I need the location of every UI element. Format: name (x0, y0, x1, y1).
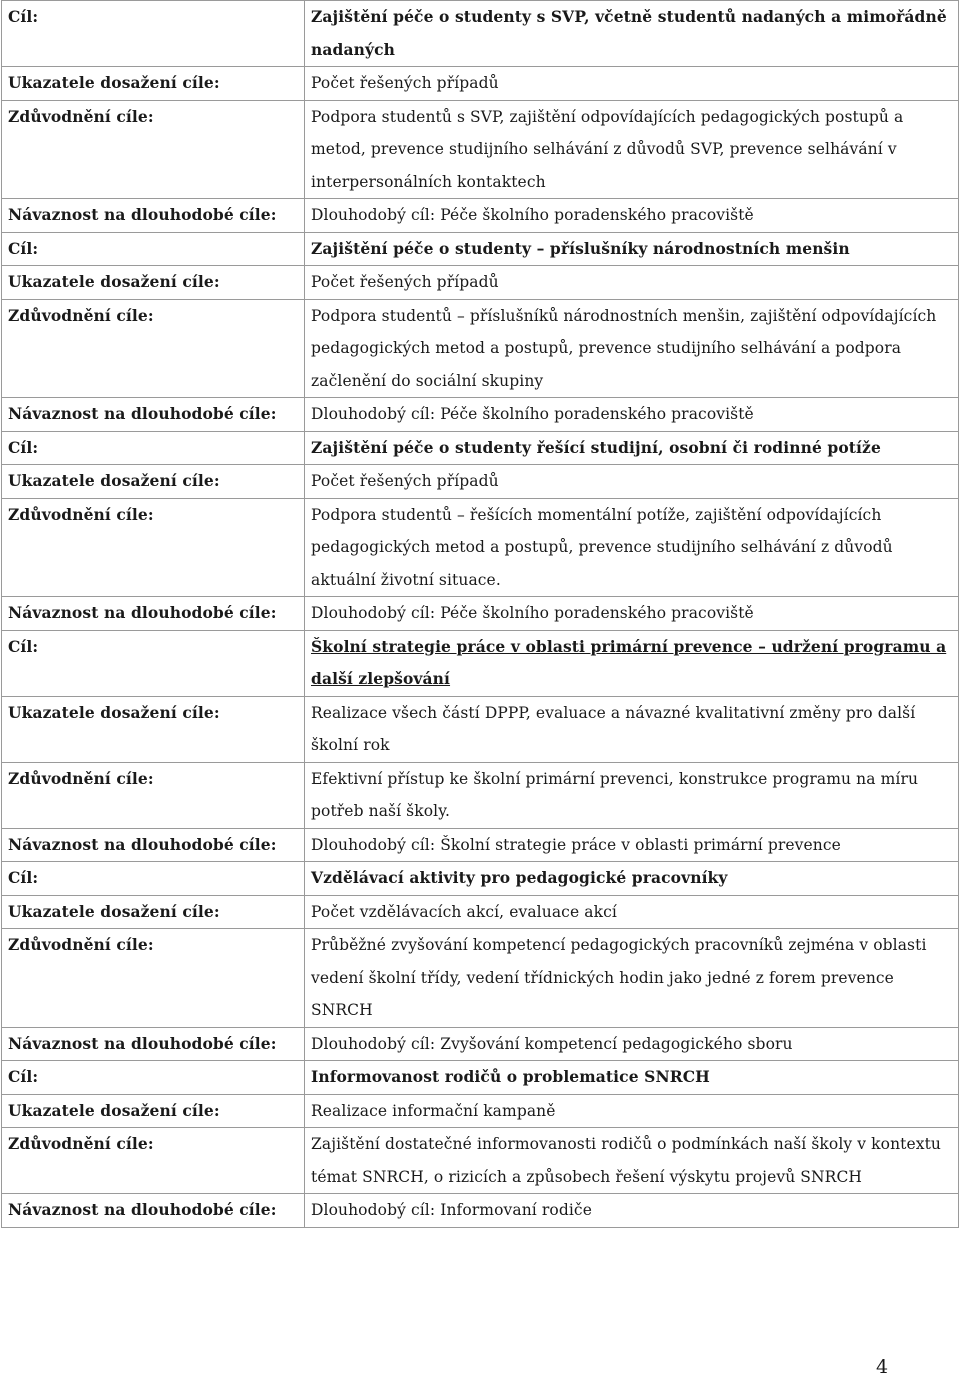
link-row (2, 398, 959, 432)
goal-label: Cíl: (2, 1, 305, 67)
justification-value: Podpora studentů s SVP, zajištění odpovídajících pedagogických postupů a metod, prevence studijního selhávání z důvodů SVP, prevence selhávání v interpersonálních kontaktech (305, 100, 959, 199)
justification-label: Zdůvodnění cíle: (2, 100, 305, 199)
indicator-label: Ukazatele dosažení cíle: (2, 895, 305, 929)
goal-row (2, 1061, 959, 1095)
indicator-label: Ukazatele dosažení cíle: (2, 67, 305, 101)
goal-row (2, 1, 959, 67)
link-value: Dlouhodobý cíl: Péče školního poradenského pracoviště (305, 597, 959, 631)
indicator-row (2, 895, 959, 929)
goal-label: Cíl: (2, 862, 305, 896)
indicator-row (2, 266, 959, 300)
indicator-value: Počet řešených případů (305, 266, 959, 300)
link-value: Dlouhodobý cíl: Informovaní rodiče (305, 1194, 959, 1228)
link-value: Dlouhodobý cíl: Školní strategie práce v oblasti primární prevence (305, 828, 959, 862)
link-row (2, 597, 959, 631)
goals-table-body (2, 1, 959, 1228)
link-row (2, 1194, 959, 1228)
link-label: Návaznost na dlouhodobé cíle: (2, 1194, 305, 1228)
page-number: 4 (876, 1356, 889, 1378)
goal-row (2, 630, 959, 696)
indicator-row (2, 465, 959, 499)
justification-label: Zdůvodnění cíle: (2, 498, 305, 597)
goals-table (1, 0, 959, 1228)
justification-value: Zajištění dostatečné informovanosti rodičů o podmínkách naší školy v kontextu témat SNRCH, o rizicích a způsobech řešení výskytu projevů SNRCH (305, 1128, 959, 1194)
link-label: Návaznost na dlouhodobé cíle: (2, 1027, 305, 1061)
justification-label: Zdůvodnění cíle: (2, 929, 305, 1028)
goal-title: Školní strategie práce v oblasti primární prevence – udržení programu a další zlepšování (305, 630, 959, 696)
goal-row (2, 232, 959, 266)
goal-title: Vzdělávací aktivity pro pedagogické pracovníky (305, 862, 959, 896)
indicator-value: Realizace všech částí DPPP, evaluace a návazné kvalitativní změny pro další školní rok (305, 696, 959, 762)
indicator-value: Počet řešených případů (305, 67, 959, 101)
indicator-label: Ukazatele dosažení cíle: (2, 465, 305, 499)
indicator-value: Počet vzdělávacích akcí, evaluace akcí (305, 895, 959, 929)
goal-row (2, 862, 959, 896)
link-label: Návaznost na dlouhodobé cíle: (2, 597, 305, 631)
link-value: Dlouhodobý cíl: Zvyšování kompetencí pedagogického sboru (305, 1027, 959, 1061)
goal-title: Informovanost rodičů o problematice SNRCH (305, 1061, 959, 1095)
link-label: Návaznost na dlouhodobé cíle: (2, 199, 305, 233)
justification-value: Podpora studentů – příslušníků národnostních menšin, zajištění odpovídajících pedagogických metod a postupů, prevence studijního selhávání a podpora začlenění do sociální skupiny (305, 299, 959, 398)
link-value: Dlouhodobý cíl: Péče školního poradenského pracoviště (305, 398, 959, 432)
indicator-label: Ukazatele dosažení cíle: (2, 266, 305, 300)
justification-label: Zdůvodnění cíle: (2, 762, 305, 828)
justification-row (2, 498, 959, 597)
justification-row (2, 299, 959, 398)
link-label: Návaznost na dlouhodobé cíle: (2, 828, 305, 862)
justification-value: Podpora studentů – řešících momentální potíže, zajištění odpovídajících pedagogických metod a postupů, prevence studijního selhávání z důvodů aktuální životní situace. (305, 498, 959, 597)
goal-title: Zajištění péče o studenty – příslušníky národnostních menšin (305, 232, 959, 266)
goal-title: Zajištění péče o studenty s SVP, včetně studentů nadaných a mimořádně nadaných (305, 1, 959, 67)
goal-row (2, 431, 959, 465)
goal-label: Cíl: (2, 431, 305, 465)
goal-label: Cíl: (2, 630, 305, 696)
indicator-value: Realizace informační kampaně (305, 1094, 959, 1128)
justification-label: Zdůvodnění cíle: (2, 1128, 305, 1194)
goal-label: Cíl: (2, 1061, 305, 1095)
indicator-label: Ukazatele dosažení cíle: (2, 1094, 305, 1128)
goal-title: Zajištění péče o studenty řešící studijní, osobní či rodinné potíže (305, 431, 959, 465)
indicator-value: Počet řešených případů (305, 465, 959, 499)
link-row (2, 1027, 959, 1061)
indicator-row (2, 1094, 959, 1128)
justification-row (2, 100, 959, 199)
justification-row (2, 762, 959, 828)
justification-value: Efektivní přístup ke školní primární prevenci, konstrukce programu na míru potřeb naší školy. (305, 762, 959, 828)
link-label: Návaznost na dlouhodobé cíle: (2, 398, 305, 432)
justification-label: Zdůvodnění cíle: (2, 299, 305, 398)
indicator-row (2, 67, 959, 101)
justification-row (2, 929, 959, 1028)
justification-row (2, 1128, 959, 1194)
justification-value: Průběžné zvyšování kompetencí pedagogických pracovníků zejména v oblasti vedení školní třídy, vedení třídnických hodin jako jedné z forem prevence SNRCH (305, 929, 959, 1028)
goal-label: Cíl: (2, 232, 305, 266)
indicator-label: Ukazatele dosažení cíle: (2, 696, 305, 762)
indicator-row (2, 696, 959, 762)
link-value: Dlouhodobý cíl: Péče školního poradenského pracoviště (305, 199, 959, 233)
link-row (2, 828, 959, 862)
link-row (2, 199, 959, 233)
